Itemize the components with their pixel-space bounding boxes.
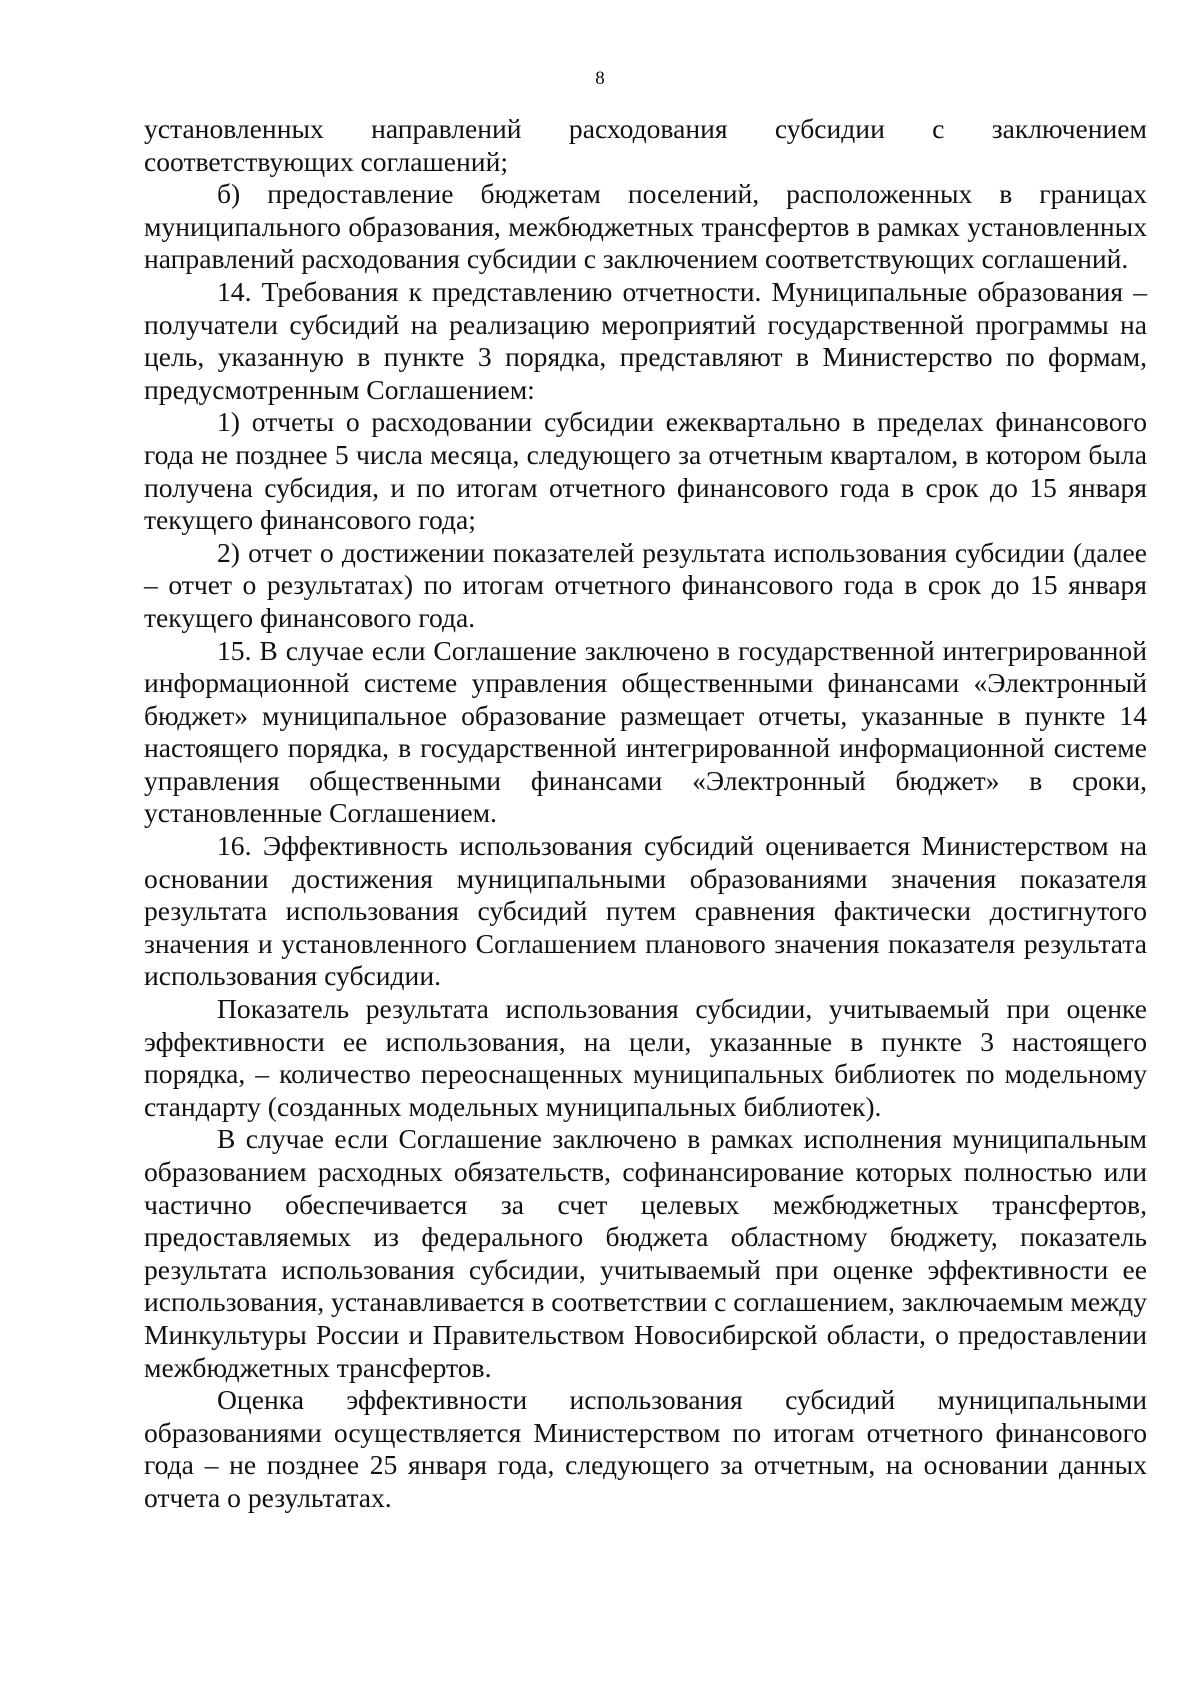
paragraph-federal-cofinancing: В случае если Соглашение заключено в рамках исполнения муниципальным образованием расходных обязательств, софинансирование которых полностью или частично обеспечивается за счет целевых межбюджетных трансфертов, предоставляемых из федерального бюджета областному бюджету, показатель результата использования субсидии, учитываемый при оценке эффективности ее использования, устанавливается в соответствии с соглашением, заключаемым между Минкультуры России и Правительством Новосибирской области, о предоставлении межбюджетных трансфертов. [144,1123,1147,1383]
paragraph-15-electronic-budget: 15. В случае если Соглашение заключено в государственной интегрированной информационной системе управления общественными финансами «Электронный бюджет» муниципальное образование размещает отчеты, указанные в пункте 14 настоящего порядка, в государственной интегрированной информационной системе управления общественными финансами «Электронный бюджет» в сроки, установленные Соглашением. [144,634,1147,829]
paragraph-indicator: Показатель результата использования субсидии, учитываемый при оценке эффективности ее использования, на цели, указанные в пункте 3 настоящего порядка, – количество переоснащенных муниципальных библиотек по модельному стандарту (созданных модельных муниципальных библиотек). [144,993,1147,1122]
paragraph-evaluation: Оценка эффективности использования субсидий муниципальными образованиями осуществляется Министерством по итогам отчетного финансового года – не позднее 25 января года, следующего за отчетным, на основании данных отчета о результатах. [144,1384,1147,1513]
paragraph-14-reporting: 14. Требования к представлению отчетности. Муниципальные образования – получатели субсидий на реализацию мероприятий государственной программы на цель, указанную в пункте 3 порядка, представляют в Министерство по формам, предусмотренным Соглашением: [144,275,1147,405]
paragraph-14-item-2: 2) отчет о достижении показателей результата использования субсидии (далее – отчет о результатах) по итогам отчетного финансового года в срок до 15 января текущего финансового года. [144,536,1147,633]
paragraph-continuation: установленных направлений расходования субсидии с заключением соответствующих соглашений; [144,113,1147,177]
paragraph-item-b: б) предоставление бюджетам поселений, расположенных в границах муниципального образования, межбюджетных трансфертов в рамках установленных направлений расходования субсидии с заключением соответствующих соглашений. [144,178,1147,275]
page-number: 8 [595,68,605,89]
document-body [144,113,1147,1515]
paragraph-14-item-1: 1) отчеты о расходовании субсидии ежеквартально в пределах финансового года не позднее 5 числа месяца, следующего за отчетным кварталом, в котором была получена субсидия, и по итогам отчетного финансового года в срок до 15 января текущего финансового года; [144,406,1147,536]
paragraph-16-efficiency: 16. Эффективность использования субсидий оценивается Министерством на основании достижения муниципальными образованиями значения показателя результата использования субсидий путем сравнения фактически достигнутого значения и установленного Соглашением планового значения показателя результата использования субсидии. [144,830,1147,992]
